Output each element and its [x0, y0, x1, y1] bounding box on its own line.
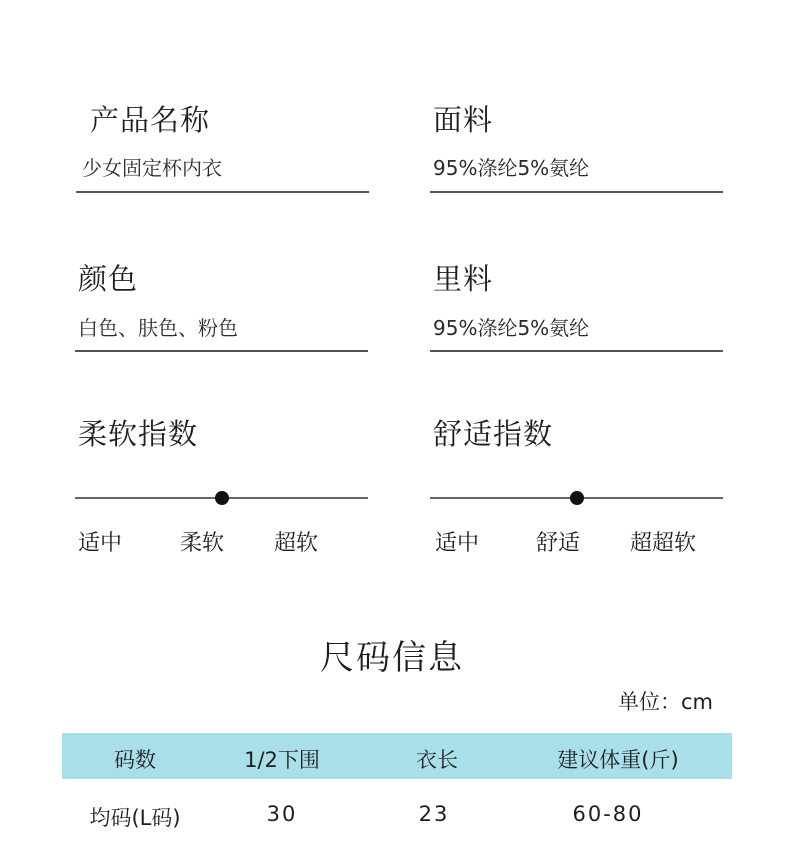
softness-tick-extra-soft: 超软: [274, 531, 319, 556]
comfort-tick-comfortable: 舒适: [536, 531, 581, 556]
fabric-value: 95%涤纶5%氨纶: [433, 156, 590, 180]
table-cell-size: 均码(L码): [89, 806, 181, 830]
fabric-divider: [430, 191, 723, 193]
header-size: 码数: [114, 748, 156, 772]
product-name-divider: [76, 191, 369, 193]
lining-label: 里料: [433, 262, 494, 296]
product-name-value: 少女固定杯内衣: [82, 156, 222, 180]
comfort-tick-extra-soft: 超超软: [630, 531, 697, 556]
comfort-level-dot: [570, 491, 584, 505]
lining-divider: [430, 350, 723, 352]
softness-tick-moderate: 适中: [78, 531, 123, 556]
comfort-tick-moderate: 适中: [435, 531, 480, 556]
table-cell-length: 23: [418, 802, 450, 826]
table-cell-underbust: 30: [266, 802, 298, 826]
product-name-label: 产品名称: [90, 103, 211, 137]
header-underbust: 1/2下围: [244, 748, 320, 772]
color-label: 颜色: [78, 262, 139, 296]
size-unit: 单位：cm: [618, 690, 714, 714]
size-info-title: 尺码信息: [320, 638, 464, 678]
lining-value: 95%涤纶5%氨纶: [433, 316, 590, 340]
softness-level-dot: [215, 491, 229, 505]
softness-label: 柔软指数: [78, 417, 199, 451]
table-cell-weight: 60-80: [572, 802, 644, 826]
softness-tick-soft: 柔软: [180, 531, 225, 556]
fabric-label: 面料: [433, 103, 494, 137]
header-weight: 建议体重(斤): [557, 748, 679, 772]
color-value: 白色、肤色、粉色: [78, 316, 238, 340]
comfort-label: 舒适指数: [433, 417, 554, 451]
header-length: 衣长: [416, 748, 458, 772]
color-divider: [75, 350, 368, 352]
